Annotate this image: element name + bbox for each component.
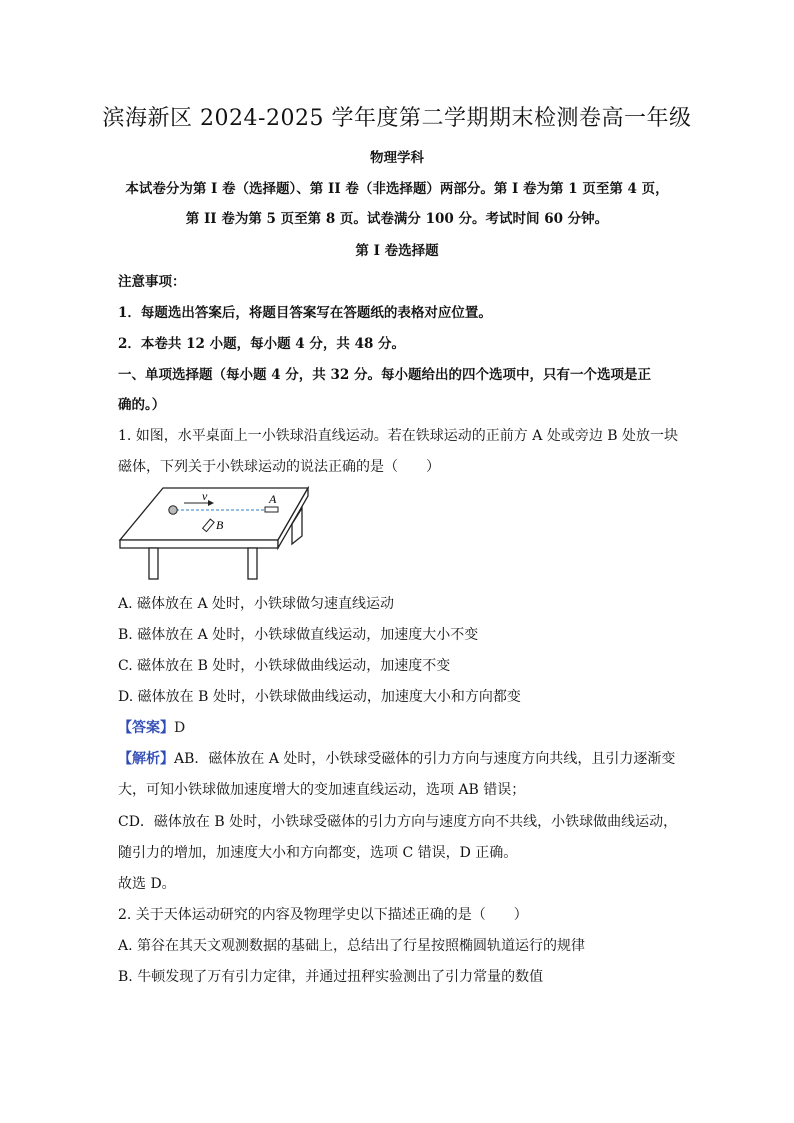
q2-option-a: A. 第谷在其天文观测数据的基础上，总结出了行星按照椭圆轨道运行的规律 [118, 938, 586, 954]
q1-conclusion: 故选 D。 [118, 876, 176, 892]
q1-analysis-line-3: CD．磁体放在 B 处时，小铁球受磁体的引力方向与速度方向不共线，小铁球做曲线运动， [118, 814, 678, 830]
q1-table-figure [118, 486, 318, 582]
analysis-text: AB．磁体放在 A 处时，小铁球受磁体的引力方向与速度方向共线，且引力逐渐变 [174, 751, 676, 767]
magnet-a [265, 507, 278, 512]
intro-line-2: 第 II 卷为第 5 页至第 8 页。试卷满分 100 分。考试时间 60 分钟。 [185, 211, 609, 227]
notice-heading: 注意事项： [118, 274, 186, 290]
exam-title: 滨海新区 2024-2025 学年度第二学期期末检测卷高一年级 [102, 106, 692, 131]
q1-analysis-line-2: 大，可知小铁球做加速度增大的变加速直线运动，选项 AB 错误； [118, 782, 526, 798]
q1-answer [118, 717, 185, 737]
notice-item-1: 1．每题选出答案后，将题目答案写在答题纸的表格对应位置。 [118, 305, 492, 321]
iron-ball [169, 506, 177, 514]
magnet-b-label: B [216, 518, 224, 532]
q1-analysis-line-1 [118, 748, 675, 768]
q2-stem: 2. 关于天体运动研究的内容及物理学史以下描述正确的是（ ） [118, 907, 528, 923]
q1-analysis-line-4: 随引力的增加，加速度大小和方向都变，选项 C 错误，D 正确。 [118, 845, 518, 861]
subject-label: 物理学科 [370, 150, 424, 166]
part-1-heading-line-2: 确的。） [118, 397, 166, 413]
magnet-a-label: A [269, 492, 277, 506]
q1-stem-line-2: 磁体，下列关于小铁球运动的说法正确的是（ ） [118, 459, 440, 475]
q1-option-c: C. 磁体放在 B 处时，小铁球做曲线运动，加速度不变 [118, 658, 451, 674]
intro-line-1: 本试卷分为第 I 卷（选择题）、第 II 卷（非选择题）两部分。第 I 卷为第 1 页至第 4 页， [125, 181, 669, 197]
q2-option-b: B. 牛顿发现了万有引力定律，并通过扭秤实验测出了引力常量的数值 [118, 969, 544, 985]
table-top [120, 488, 308, 548]
answer-tag: 【答案】 [118, 720, 174, 736]
velocity-label: v [202, 489, 208, 503]
q1-option-d: D. 磁体放在 B 处时，小铁球做曲线运动，加速度大小和方向都变 [118, 689, 521, 705]
q1-stem-line-1: 1. 如图，水平桌面上一小铁球沿直线运动。若在铁球运动的正前方 A 处或旁边 B 处放一块 [118, 428, 679, 444]
q1-option-b: B. 磁体放在 A 处时，小铁球做直线运动，加速度大小不变 [118, 627, 479, 643]
notice-item-2: 2．本卷共 12 小题，每小题 4 分，共 48 分。 [118, 336, 406, 352]
part-1-heading-line-1: 一、单项选择题（每小题 4 分，共 32 分。每小题给出的四个选项中，只有一个选项是正 [118, 367, 651, 383]
analysis-tag: 【解析】 [118, 751, 174, 767]
section-title: 第 I 卷选择题 [355, 243, 439, 259]
answer-value: D [174, 720, 186, 736]
q1-option-a: A. 磁体放在 A 处时，小铁球做匀速直线运动 [118, 596, 395, 612]
